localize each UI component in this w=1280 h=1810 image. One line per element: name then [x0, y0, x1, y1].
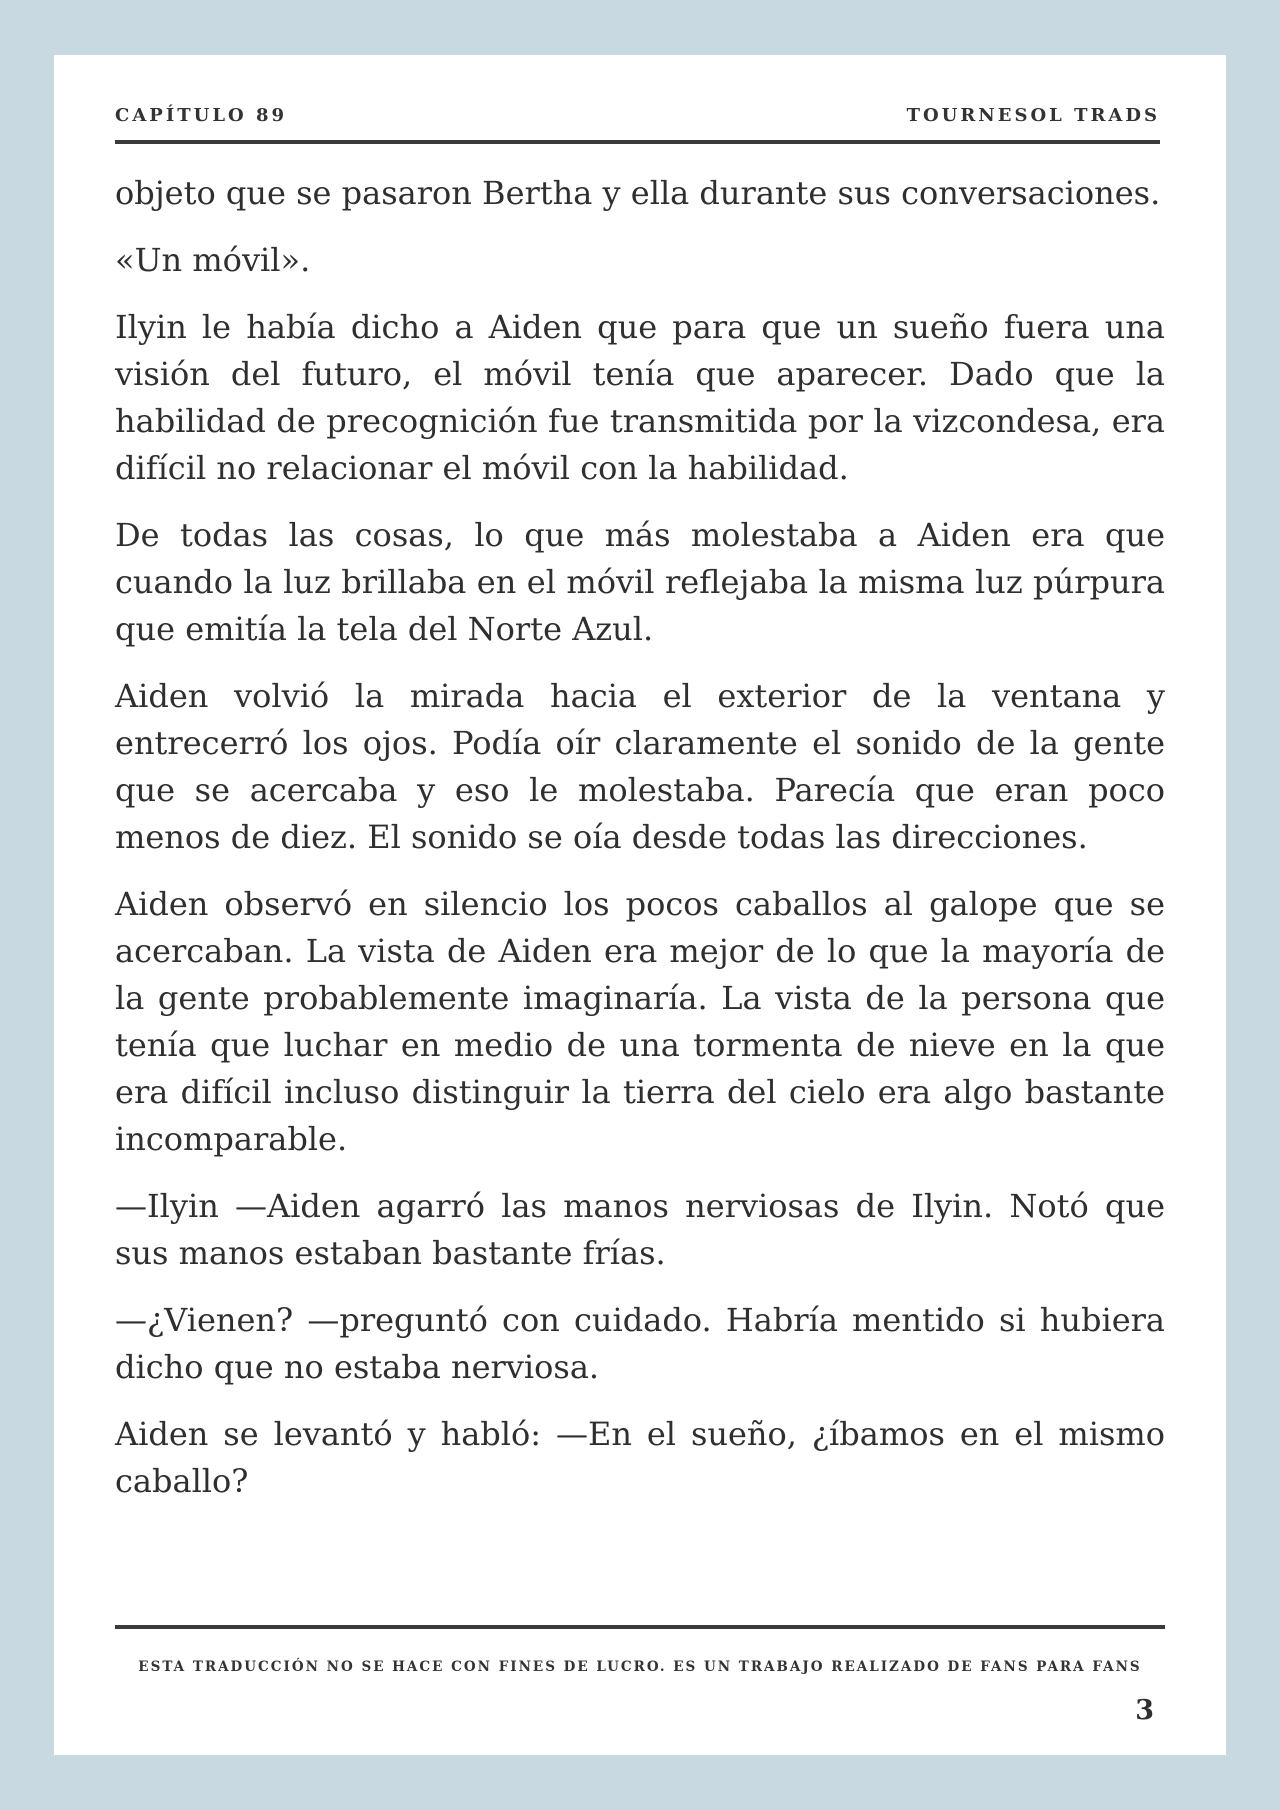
- footer-divider: [115, 1625, 1165, 1629]
- paragraph: Aiden observó en silencio los pocos caballos al galope que se acercaban. La vista de Aiden era mejor de lo que la mayoría de la gente probablemente imaginaría. La vista de la persona que tenía que luchar en medio de una tormenta de nieve en la que era difícil incluso distinguir la tierra del cielo era algo bastante incomparable.: [115, 885, 1165, 1158]
- page-header: [115, 105, 1160, 135]
- paragraph: Aiden volvió la mirada hacia el exterior de la ventana y entrecerró los ojos. Podía oír claramente el sonido de la gente que se acercaba y eso le molestaba. Parecía que eran poco menos de diez. El sonido se oía desde todas las direcciones.: [115, 677, 1165, 856]
- header-divider: [115, 140, 1160, 144]
- paragraph: —Ilyin —Aiden agarró las manos nerviosas de Ilyin. Notó que sus manos estaban bastante frías.: [115, 1187, 1165, 1272]
- paragraph: De todas las cosas, lo que más molestaba a Aiden era que cuando la luz brillaba en el móvil reflejaba la misma luz púrpura que emitía la tela del Norte Azul.: [115, 516, 1165, 648]
- translator-group-label: TOURNESOL TRADS: [906, 105, 1160, 126]
- chapter-text: [115, 170, 1165, 1525]
- paragraph: Aiden se levantó y habló: —En el sueño, ¿íbamos en el mismo caballo?: [115, 1415, 1165, 1500]
- document-page: [54, 55, 1226, 1755]
- chapter-label: CAPÍTULO 89: [115, 105, 287, 126]
- paragraph: objeto que se pasaron Bertha y ella durante sus conversaciones.: [115, 174, 1161, 212]
- disclaimer-note: ESTA TRADUCCIÓN NO SE HACE CON FINES DE LUCRO. ES UN TRABAJO REALIZADO DE FANS PARA FANS: [138, 1659, 1142, 1675]
- paragraph: —¿Vienen? —preguntó con cuidado. Habría mentido si hubiera dicho que no estaba nerviosa.: [115, 1301, 1165, 1386]
- page-number: 3: [1135, 1695, 1154, 1726]
- paragraph: Ilyin le había dicho a Aiden que para que un sueño fuera una visión del futuro, el móvil tenía que aparecer. Dado que la habilidad de precognición fue transmitida por la vizcondesa, era difícil no relacionar el móvil con la habilidad.: [115, 308, 1165, 487]
- paragraph: «Un móvil».: [115, 241, 311, 279]
